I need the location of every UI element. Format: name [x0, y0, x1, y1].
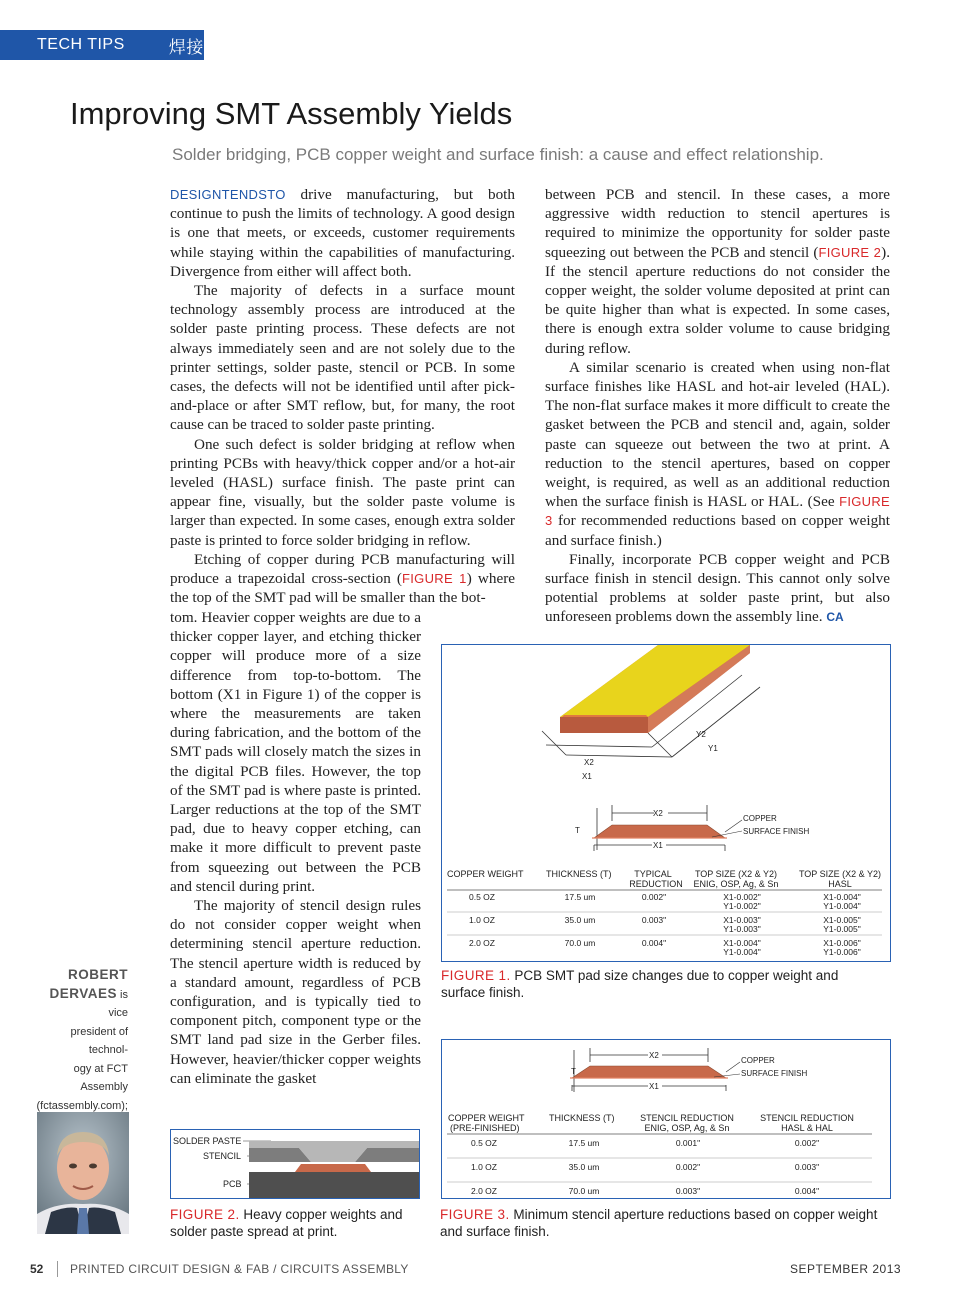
cell-enig: 0.001" [675, 1138, 701, 1148]
bio-text: ogy at FCT Assembly [73, 1062, 128, 1093]
paragraph [545, 358, 890, 550]
cell-hasl: X1-0.006" [823, 938, 861, 948]
body-column-1-narrow [170, 608, 421, 1088]
table-row [469, 915, 861, 934]
fig1-header-thickness: THICKNESS (T) [546, 869, 612, 879]
fig3-header-enig: ENIG, OSP, Ag, & Sn [644, 1123, 730, 1133]
pad-top [560, 645, 750, 717]
author-first-name: ROBERT [68, 967, 128, 982]
paragraph-text: A similar scenario is created when using non-flat surface finishes like HASL and hot-air leveled (HAL). The non-flat surface makes it more difficult to create the gasket between the PCB and stencil and, again, solder paste can squeeze out between the two at print. A reduction to the stencil apertures, based on copper weight, is required, as well as an additional reduction when the surface finish is HASL or HAL. (See [545, 358, 890, 511]
figure-2-caption [170, 1206, 420, 1240]
issue-date: SEPTEMBER 2013 [790, 1262, 902, 1276]
paragraph-text: ). If the stencil aperture reductions do not consider the copper weight, the solder volume deposited at print can be quite higher than what is expected. In some cases, there is enough extra solder volume to cause bridging during reflow. [545, 243, 891, 357]
cell-thickness: 17.5 um [568, 1138, 600, 1148]
cell-enig: 0.002" [675, 1162, 701, 1172]
figure-ref: FIGURE 2 [818, 244, 882, 260]
cell-hasl: Y1-0.005" [823, 924, 861, 934]
cell-thickness: 35.0 um [564, 915, 596, 925]
fig1-label-y2: Y2 [696, 730, 706, 739]
cell-hasl: X1-0.005" [823, 915, 861, 925]
fig1-header-top-size: TOP SIZE (X2 & Y2) [694, 869, 778, 879]
cell-enig: 0.003" [675, 1186, 701, 1196]
copper-pad [295, 1164, 371, 1172]
cell-reduction: 0.004" [641, 938, 667, 948]
paragraph-text: ) where the top of the SMT pad will be smaller than the bot- [170, 570, 515, 607]
author-photo [37, 1112, 129, 1234]
table-row [471, 1162, 819, 1172]
fig1-xs-x1: X1 [653, 841, 663, 850]
fig3-header-stencil-2: STENCIL REDUCTION [760, 1113, 854, 1123]
fig3-header-stencil-1: STENCIL REDUCTION [640, 1113, 734, 1123]
paragraph-text: drive manufacturing, but both continue to push the limits of technology. A good design is one that meets, or exceeds, customer requirements while staying within the capabilities of manufacturing. Divergence from either will affect both. [170, 186, 515, 280]
cell-hasl: 0.002" [794, 1138, 820, 1148]
paragraph: tom. Heavier copper weights are due to a thicker copper layer, and etching thicker copper will produce more of a size difference from top-to-bottom. The bottom (X1 in Figure 1) of the copper is where the measurements are taken during fabrication, and the bottom of the SMT pads will closely match the sizes in the digital PCB files. However, the top of the SMT pad is where paste is printed. Larger reductions at the top of the SMT pad, due to heavy copper etching, can make it more difficult to prevent paste from squeezing out between the PCB and stencil during print. [170, 609, 421, 895]
paragraph-text: Finally, incorporate PCB copper weight and PCB surface finish in stencil design. This cannot only solve potential problems at solder paste print, but also unforeseen problems down the assembly line. [545, 550, 890, 626]
cell-top: X1-0.002" [723, 892, 761, 902]
paragraph: The majority of defects in a surface mount technology assembly process are introduced at the solder paste printing process. These defects are not always immediately seen and are not solely due to the printer settings, solder paste, stencil or PCB. In some cases, the defects will not be identified until after pick-and-place or after SMT reflow, but, for many, the root cause can be traced to solder paste printing. [170, 282, 515, 434]
fig1-label-surface-finish: SURFACE FINISH [743, 827, 810, 836]
figure-3-box [441, 1039, 891, 1199]
publication-name: PRINTED CIRCUIT DESIGN & FAB / CIRCUITS ASSEMBLY [70, 1262, 409, 1276]
fig1-header-weight: COPPER WEIGHT [447, 869, 524, 879]
fig3-label-t: T [571, 1067, 576, 1076]
cell-hasl: Y1-0.006" [823, 947, 861, 957]
caption-label: FIGURE 1. [441, 968, 511, 983]
fig3-header-thickness: THICKNESS (T) [549, 1113, 615, 1123]
cell-reduction: 0.003" [641, 915, 667, 925]
caption-text: Minimum stencil aperture reductions based on copper weight and surface finish. [440, 1207, 878, 1239]
cell-hasl: Y1-0.004" [823, 901, 861, 911]
section-label-alt: 焊接 [168, 37, 204, 57]
cell-hasl: X1-0.004" [823, 892, 861, 902]
fig1-header-top-finish: ENIG, OSP, Ag, & Sn [693, 879, 779, 889]
fig1-xs-x2: X2 [653, 809, 663, 818]
end-mark: CA [826, 610, 844, 625]
cell-top: Y1-0.003" [723, 924, 761, 934]
fig3-header-weight: COPPER WEIGHT [448, 1113, 525, 1123]
cell-hasl: 0.004" [794, 1186, 820, 1196]
body-column-2 [545, 185, 890, 628]
paragraph-text: for recommended reductions based on copper weight and surface finish.) [545, 512, 890, 549]
fig3-label-x1: X1 [649, 1082, 659, 1091]
section-label: TECH TIPS [37, 36, 125, 53]
fig2-label-solder-paste: SOLDER PASTE [173, 1136, 242, 1146]
figure-2-box [170, 1129, 420, 1199]
author-last-name: DERVAES [49, 985, 117, 1001]
cell-top: X1-0.003" [723, 915, 761, 925]
section-tag [0, 30, 204, 60]
fig2-label-pcb: PCB [223, 1179, 242, 1189]
table-row [469, 938, 861, 957]
table-row [469, 892, 861, 911]
cell-thickness: 70.0 um [568, 1186, 600, 1196]
fig1-header-typical: TYPICAL [634, 869, 672, 879]
caption-text: Heavy copper weights and solder paste spread at print. [170, 1207, 403, 1239]
cell-hasl: 0.003" [794, 1162, 820, 1172]
body-column-1 [170, 185, 515, 607]
caption-label: FIGURE 2. [170, 1207, 240, 1222]
paragraph [170, 550, 515, 608]
paragraph [170, 185, 515, 281]
fig1-label-x2: X2 [584, 758, 594, 767]
cell-thickness: 35.0 um [568, 1162, 600, 1172]
figure-ref: FIGURE 3 [545, 494, 890, 529]
caption-text: PCB SMT pad size changes due to copper weight and surface finish. [441, 968, 839, 1000]
solder-paste-layer [249, 1141, 419, 1148]
pcb-layer [249, 1172, 419, 1198]
table-row [471, 1138, 819, 1148]
paragraph: The majority of stencil design rules do not consider copper weight when determining stencil aperture reduction. The stencil aperture width is reduced by a standard amount, regardless of PCB configuration, and is typically tied to component pitch, component type or the SMT land pad size in the Gerber files. However, heavier/thicker copper weights can eliminate the gasket [170, 897, 421, 1087]
figure-2-diagram [171, 1130, 419, 1198]
fig1-xs-t: T [575, 826, 580, 835]
caption-label: FIGURE 3. [440, 1207, 510, 1222]
cell-top: X1-0.004" [723, 938, 761, 948]
bio-text: (fctassembly.com); [36, 1099, 128, 1112]
cell-reduction: 0.002" [641, 892, 667, 902]
bio-text: is vice [108, 988, 128, 1019]
fig1-label-x1: X1 [582, 772, 592, 781]
paragraph: One such defect is solder bridging at reflow when printing PCBs with heavy/thick copper and/or a hot-air leveled (HASL) surface finish. The paste print can appear fine, visually, but the solder paste volume is larger than expected. In some cases, enough extra solder paste is printed to force solder bridging in reflow. [170, 435, 515, 549]
lead-in: DESIGNTENDSTO [170, 187, 286, 202]
paragraph [545, 185, 890, 358]
cell-weight: 2.0 OZ [469, 938, 495, 948]
paragraph-text: between PCB and stencil. In these cases, a more aggressive width reduction to stencil apertures is required to minimize the opportunity for solder paste squeezing out between the PCB and stencil ( [545, 186, 890, 261]
cell-weight: 1.0 OZ [471, 1162, 497, 1172]
footer-divider [57, 1261, 58, 1277]
pad-front [560, 717, 648, 733]
article-title: Improving SMT Assembly Yields [70, 96, 513, 131]
figure-3-caption [440, 1206, 880, 1240]
cell-weight: 0.5 OZ [471, 1138, 497, 1148]
page-number: 52 [30, 1262, 44, 1276]
article-subtitle: Solder bridging, PCB copper weight and surface finish: a cause and effect relationship. [172, 145, 824, 164]
figure-ref: FIGURE 1 [402, 571, 467, 587]
fig3-label-copper: COPPER [741, 1056, 775, 1065]
paragraph [545, 550, 890, 628]
fig3-label-x2: X2 [649, 1051, 659, 1060]
figure-1-diagram [442, 645, 890, 961]
figure-1-box [441, 644, 891, 962]
fig3-header-prefinished: (PRE-FINISHED) [450, 1123, 520, 1133]
cell-thickness: 17.5 um [564, 892, 596, 902]
fig1-header-reduction: REDUCTION [629, 879, 683, 889]
cell-weight: 0.5 OZ [469, 892, 495, 902]
table-row [471, 1186, 819, 1196]
bio-text: president of technol- [70, 1025, 128, 1056]
fig1-header-hasl-size: TOP SIZE (X2 & Y2) [798, 869, 882, 879]
fig1-label-y1: Y1 [708, 744, 718, 753]
fig3-label-surface-finish: SURFACE FINISH [741, 1069, 808, 1078]
cell-weight: 1.0 OZ [469, 915, 495, 925]
cell-top: Y1-0.002" [723, 901, 761, 911]
fig1-header-hasl: HASL [828, 879, 852, 889]
paragraph-text: Etching of copper during PCB manufacturing will produce a trapezoidal cross-section ( [170, 550, 515, 588]
fig3-header-hasl: HASL & HAL [781, 1123, 833, 1133]
author-portrait-image [37, 1112, 129, 1234]
figure-3-diagram [442, 1040, 890, 1198]
figure-1-caption [441, 967, 881, 1001]
cell-thickness: 70.0 um [564, 938, 596, 948]
fig2-label-stencil: STENCIL [203, 1151, 242, 1161]
cell-top: Y1-0.004" [723, 947, 761, 957]
cell-weight: 2.0 OZ [471, 1186, 497, 1196]
fig1-label-copper: COPPER [743, 814, 777, 823]
